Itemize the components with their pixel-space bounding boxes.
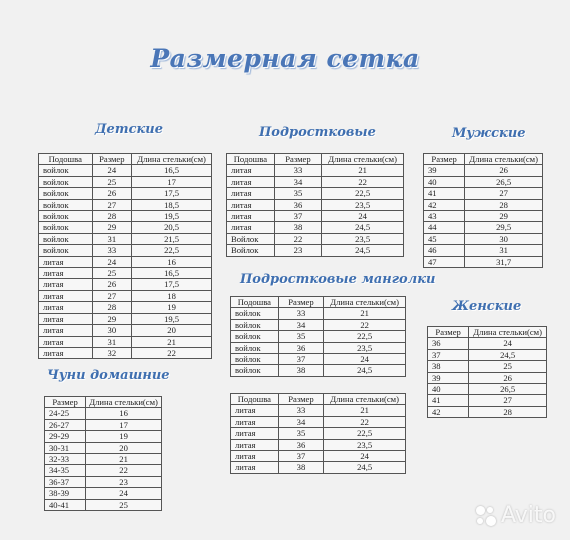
table-cell: 37: [278, 354, 324, 365]
table-cell: 24,5: [324, 462, 406, 473]
table-cell: 17,5: [132, 279, 212, 290]
table-cell: 29-29: [45, 431, 86, 442]
table-row: [45, 408, 162, 419]
column-header: Размер: [45, 397, 86, 408]
table-cell: 24,5: [469, 349, 547, 360]
table-cell: войлок: [39, 188, 93, 199]
table-row: [39, 176, 212, 187]
table-row: [39, 336, 212, 347]
table-row: [231, 331, 406, 342]
table-row: [424, 165, 543, 176]
table-cell: 19: [132, 302, 212, 313]
table-cell: 27: [92, 290, 132, 301]
table-cell: 35: [278, 428, 324, 439]
table-cell: войлок: [39, 165, 93, 176]
table-cell: 38: [274, 222, 322, 233]
table-cell: литая: [39, 347, 93, 358]
table-cell: 46: [424, 245, 465, 256]
table-row: [39, 222, 212, 233]
avito-watermark-text: Avito: [501, 503, 556, 528]
table-row: [39, 245, 212, 256]
column-header: Длина стельки(см): [86, 397, 162, 408]
table-cell: 32-33: [45, 454, 86, 465]
table-cell: литая: [227, 222, 275, 233]
teen-heading: Подростковые: [259, 125, 376, 140]
table-row: [231, 308, 406, 319]
table-cell: 21: [324, 405, 406, 416]
table-cell: 27: [465, 188, 543, 199]
table-row: [424, 176, 543, 187]
table-cell: 22,5: [132, 245, 212, 256]
kids-table: [38, 153, 212, 359]
table-cell: литая: [39, 268, 93, 279]
table-row: [45, 431, 162, 442]
table-cell: литая: [227, 199, 275, 210]
table-cell: 28: [465, 199, 543, 210]
men-table: [423, 153, 543, 268]
table-cell: 33: [278, 308, 324, 319]
column-header: Подошва: [231, 394, 279, 405]
table-cell: 40-41: [45, 499, 86, 510]
column-header: Подошва: [231, 297, 279, 308]
table-cell: 33: [274, 165, 322, 176]
table-cell: 33: [92, 245, 132, 256]
table-cell: 19,5: [132, 211, 212, 222]
table-cell: 28: [92, 211, 132, 222]
table-cell: литая: [39, 279, 93, 290]
table-cell: 34: [278, 416, 324, 427]
table-cell: литая: [39, 313, 93, 324]
table-cell: 24: [92, 256, 132, 267]
table-cell: литая: [227, 188, 275, 199]
table-cell: 23,5: [324, 439, 406, 450]
table-cell: 24,5: [322, 222, 404, 233]
table-row: [428, 406, 547, 417]
table-row: [231, 342, 406, 353]
table-row: [428, 372, 547, 383]
table-cell: 25: [469, 361, 547, 372]
table-cell: 38-39: [45, 488, 86, 499]
table-cell: 26: [92, 279, 132, 290]
table-cell: 20,5: [132, 222, 212, 233]
table-cell: Войлок: [227, 233, 275, 244]
table-cell: 37: [428, 349, 469, 360]
table-row: [45, 499, 162, 510]
table-cell: 40: [428, 384, 469, 395]
column-header: Длина стельки(см): [324, 394, 406, 405]
table-row: [231, 405, 406, 416]
column-header: Подошва: [39, 154, 93, 165]
table-row: [39, 256, 212, 267]
column-header: Размер: [278, 297, 324, 308]
table-cell: 16: [86, 408, 162, 419]
table-cell: войлок: [39, 222, 93, 233]
table-cell: 44: [424, 222, 465, 233]
table-cell: 17,5: [132, 188, 212, 199]
column-header: Размер: [274, 154, 322, 165]
table-row: [39, 279, 212, 290]
table-cell: 16: [132, 256, 212, 267]
table-cell: 28: [92, 302, 132, 313]
table-row: [428, 338, 547, 349]
teen-table: [226, 153, 404, 257]
table-cell: литая: [231, 462, 279, 473]
table-cell: литая: [231, 439, 279, 450]
table-cell: 26: [465, 165, 543, 176]
table-row: [227, 211, 404, 222]
table-cell: 34-35: [45, 465, 86, 476]
table-cell: литая: [231, 405, 279, 416]
table-cell: 20: [132, 325, 212, 336]
table-cell: литая: [39, 302, 93, 313]
table-cell: 29: [92, 222, 132, 233]
table-cell: Войлок: [227, 245, 275, 256]
table-row: [45, 476, 162, 487]
table-row: [45, 454, 162, 465]
home-table: [44, 396, 162, 511]
table-cell: 21: [86, 454, 162, 465]
table-cell: 47: [424, 256, 465, 267]
table-cell: 25: [92, 268, 132, 279]
women-heading: Женские: [452, 299, 522, 314]
table-cell: 41: [428, 395, 469, 406]
table-cell: 38: [278, 365, 324, 376]
table-row: [424, 211, 543, 222]
table-cell: 30: [92, 325, 132, 336]
table-cell: 24,5: [324, 365, 406, 376]
table-cell: 18: [132, 290, 212, 301]
table-cell: литая: [39, 290, 93, 301]
table-row: [231, 365, 406, 376]
table-cell: 22: [132, 347, 212, 358]
column-header: Длина стельки(см): [132, 154, 212, 165]
column-header: Длина стельки(см): [469, 327, 547, 338]
table-cell: 22: [324, 319, 406, 330]
column-header: Размер: [428, 327, 469, 338]
table-cell: 24: [92, 165, 132, 176]
table-cell: 23: [274, 245, 322, 256]
table-cell: 25: [92, 176, 132, 187]
teen-mangolki-heading: Подростковые манголки: [240, 272, 436, 287]
table-cell: литая: [231, 451, 279, 462]
avito-watermark: [475, 503, 556, 528]
table-cell: 36: [274, 199, 322, 210]
table-cell: 31: [92, 336, 132, 347]
table-row: [231, 354, 406, 365]
column-header: Размер: [424, 154, 465, 165]
table-row: [227, 233, 404, 244]
table-cell: 36: [428, 338, 469, 349]
table-header-row: [231, 297, 406, 308]
table-cell: 31: [92, 233, 132, 244]
table-cell: 25: [86, 499, 162, 510]
table-cell: войлок: [231, 319, 279, 330]
table-cell: 23,5: [324, 342, 406, 353]
table-cell: 30-31: [45, 442, 86, 453]
table-row: [39, 188, 212, 199]
table-row: [231, 428, 406, 439]
table-cell: войлок: [39, 199, 93, 210]
table-cell: 34: [274, 176, 322, 187]
table-cell: 27: [92, 199, 132, 210]
table-cell: 26-27: [45, 419, 86, 430]
table-row: [424, 233, 543, 244]
table-cell: 29,5: [465, 222, 543, 233]
table-row: [231, 462, 406, 473]
table-cell: 16,5: [132, 268, 212, 279]
kids-heading: Детские: [95, 122, 164, 137]
table-cell: 22,5: [324, 428, 406, 439]
table-row: [39, 211, 212, 222]
table-cell: 33: [278, 405, 324, 416]
table-row: [39, 347, 212, 358]
table-cell: литая: [39, 325, 93, 336]
table-cell: 36-37: [45, 476, 86, 487]
table-cell: 31: [465, 245, 543, 256]
table-cell: войлок: [39, 176, 93, 187]
table-cell: 16,5: [132, 165, 212, 176]
table-header-row: [424, 154, 543, 165]
table-cell: войлок: [231, 354, 279, 365]
teen-mangolki-cast-table: [230, 393, 406, 474]
table-cell: 35: [278, 331, 324, 342]
column-header: Длина стельки(см): [465, 154, 543, 165]
table-row: [428, 384, 547, 395]
table-row: [45, 488, 162, 499]
table-row: [227, 188, 404, 199]
table-row: [45, 442, 162, 453]
table-cell: 23,5: [322, 233, 404, 244]
table-cell: 39: [424, 165, 465, 176]
table-cell: 26: [469, 372, 547, 383]
table-row: [424, 222, 543, 233]
page-title: Размерная сетка: [150, 44, 420, 73]
table-row: [227, 245, 404, 256]
table-row: [39, 268, 212, 279]
table-cell: 24: [324, 354, 406, 365]
table-cell: 42: [428, 406, 469, 417]
table-cell: 21,5: [132, 233, 212, 244]
table-cell: 42: [424, 199, 465, 210]
table-cell: 38: [428, 361, 469, 372]
table-cell: 17: [86, 419, 162, 430]
table-cell: войлок: [231, 308, 279, 319]
table-cell: 22,5: [324, 331, 406, 342]
table-cell: войлок: [231, 365, 279, 376]
table-row: [45, 465, 162, 476]
home-heading: Чуни домашние: [47, 368, 170, 383]
table-header-row: [39, 154, 212, 165]
table-cell: 20: [86, 442, 162, 453]
table-header-row: [231, 394, 406, 405]
table-row: [227, 222, 404, 233]
column-header: Размер: [92, 154, 132, 165]
table-cell: войлок: [231, 342, 279, 353]
table-cell: 29: [92, 313, 132, 324]
table-row: [424, 199, 543, 210]
column-header: Длина стельки(см): [322, 154, 404, 165]
women-table: [427, 326, 547, 418]
table-cell: литая: [39, 256, 93, 267]
table-row: [39, 165, 212, 176]
table-row: [428, 395, 547, 406]
table-row: [45, 419, 162, 430]
table-row: [39, 233, 212, 244]
table-cell: 22: [324, 416, 406, 427]
table-cell: 43: [424, 211, 465, 222]
table-cell: 24: [86, 488, 162, 499]
table-cell: 22,5: [322, 188, 404, 199]
table-cell: литая: [231, 428, 279, 439]
teen-mangolki-felt-table: [230, 296, 406, 377]
table-cell: 40: [424, 176, 465, 187]
table-cell: 26: [92, 188, 132, 199]
table-row: [227, 165, 404, 176]
table-cell: литая: [227, 176, 275, 187]
table-cell: 37: [278, 451, 324, 462]
table-row: [231, 439, 406, 450]
table-cell: 35: [274, 188, 322, 199]
table-cell: 21: [132, 336, 212, 347]
table-row: [428, 349, 547, 360]
table-cell: 26,5: [465, 176, 543, 187]
table-cell: литая: [227, 165, 275, 176]
table-cell: войлок: [39, 245, 93, 256]
table-cell: 38: [278, 462, 324, 473]
table-cell: 45: [424, 233, 465, 244]
table-cell: 39: [428, 372, 469, 383]
table-cell: 32: [92, 347, 132, 358]
table-cell: 17: [132, 176, 212, 187]
table-cell: 28: [469, 406, 547, 417]
table-cell: 19: [86, 431, 162, 442]
table-cell: 41: [424, 188, 465, 199]
table-cell: 23: [86, 476, 162, 487]
table-cell: 26,5: [469, 384, 547, 395]
avito-logo-icon: [475, 505, 497, 527]
table-row: [428, 361, 547, 372]
table-cell: войлок: [39, 211, 93, 222]
table-cell: 24: [322, 211, 404, 222]
table-cell: 18,5: [132, 199, 212, 210]
table-cell: литая: [39, 336, 93, 347]
column-header: Размер: [278, 394, 324, 405]
table-row: [424, 256, 543, 267]
table-cell: 29: [465, 211, 543, 222]
table-cell: 37: [274, 211, 322, 222]
table-cell: литая: [227, 211, 275, 222]
table-header-row: [428, 327, 547, 338]
table-row: [39, 302, 212, 313]
table-row: [227, 176, 404, 187]
table-row: [39, 313, 212, 324]
table-row: [231, 451, 406, 462]
column-header: Длина стельки(см): [324, 297, 406, 308]
table-header-row: [45, 397, 162, 408]
table-cell: войлок: [231, 331, 279, 342]
table-row: [39, 290, 212, 301]
men-heading: Мужские: [452, 126, 526, 141]
table-cell: 36: [278, 439, 324, 450]
table-header-row: [227, 154, 404, 165]
table-cell: 23,5: [322, 199, 404, 210]
table-row: [39, 199, 212, 210]
table-cell: 30: [465, 233, 543, 244]
table-cell: 27: [469, 395, 547, 406]
table-row: [424, 245, 543, 256]
table-cell: 22: [322, 176, 404, 187]
table-cell: литая: [231, 416, 279, 427]
table-row: [424, 188, 543, 199]
table-row: [231, 416, 406, 427]
table-cell: войлок: [39, 233, 93, 244]
table-cell: 36: [278, 342, 324, 353]
table-row: [227, 199, 404, 210]
table-cell: 24: [324, 451, 406, 462]
table-cell: 24-25: [45, 408, 86, 419]
table-cell: 21: [322, 165, 404, 176]
table-cell: 24: [469, 338, 547, 349]
table-cell: 34: [278, 319, 324, 330]
table-cell: 19,5: [132, 313, 212, 324]
table-cell: 24,5: [322, 245, 404, 256]
table-cell: 21: [324, 308, 406, 319]
table-cell: 22: [274, 233, 322, 244]
column-header: Подошва: [227, 154, 275, 165]
table-cell: 31,7: [465, 256, 543, 267]
table-cell: 22: [86, 465, 162, 476]
table-row: [231, 319, 406, 330]
table-row: [39, 325, 212, 336]
